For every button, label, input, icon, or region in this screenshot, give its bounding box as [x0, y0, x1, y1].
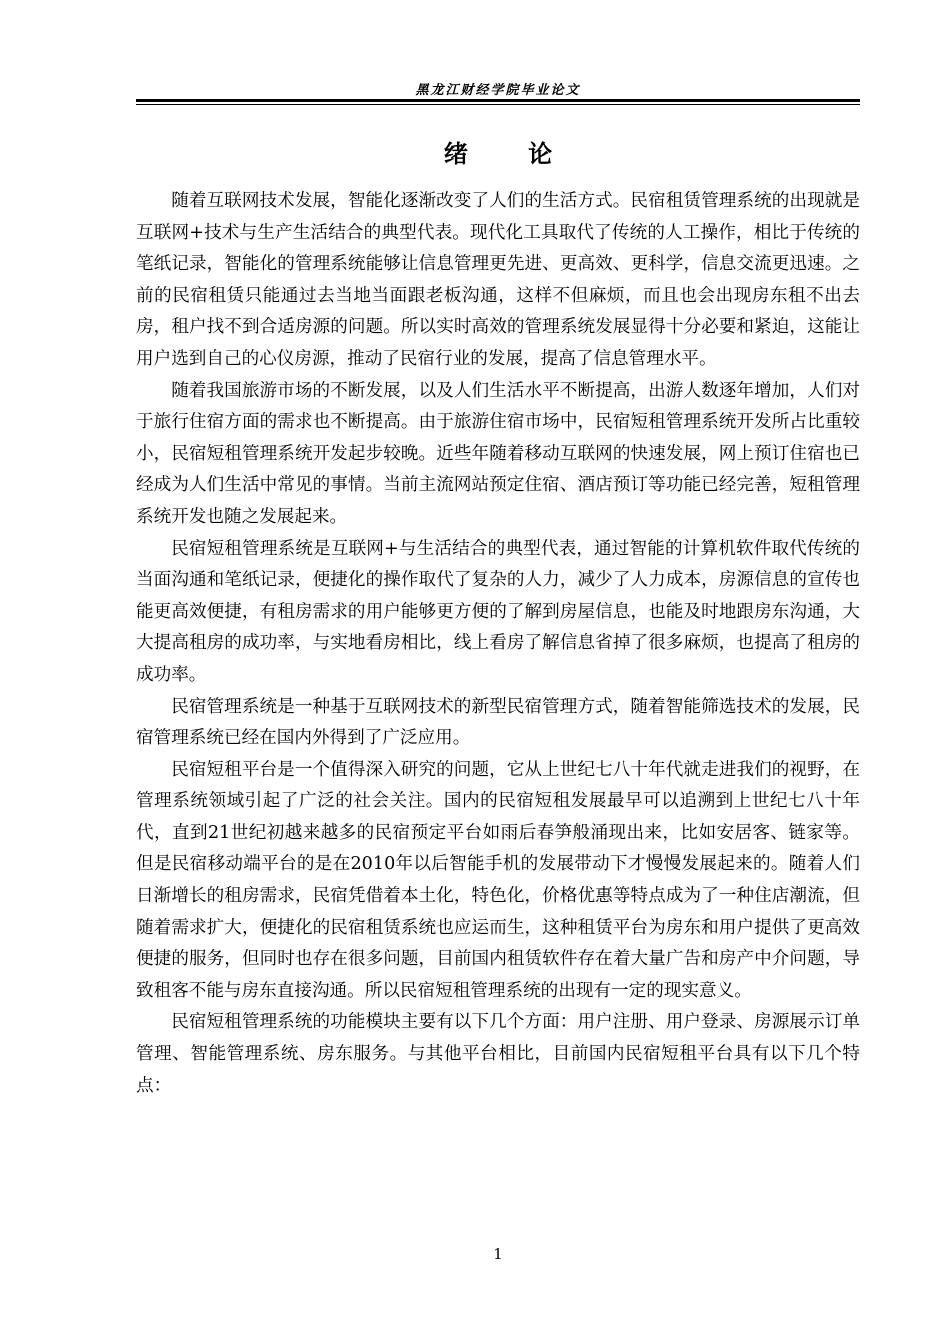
header-rule-thin [136, 104, 860, 105]
running-header-title: 黑龙江财经学院毕业论文 [415, 83, 581, 98]
body-text [136, 186, 860, 1102]
paragraph: 民宿管理系统是一种基于互联网技术的新型民宿管理方式，随着智能筛选技术的发展，民宿管理系统已经在国内外得到了广泛应用。 [136, 696, 860, 749]
paragraph: 随着互联网技术发展，智能化逐渐改变了人们的生活方式。民宿租赁管理系统的出现就是互联网+技术与生产生活结合的典型代表。现代化工具取代了传统的人工操作，相比于传统的笔纸记录，智能化的管理系统能够让信息管理更先进、更高效、更科学，信息交流更迅速。之前的民宿租赁只能通过去当地当面跟老板沟通，这样不但麻烦，而且也会出现房东租不出去房，租户找不到合适房源的问题。所以实时高效的管理系统发展显得十分必要和紧迫，这能让用户选到自己的心仪房源，推动了民宿行业的发展，提高了信息管理水平。 [136, 191, 860, 369]
paragraph: 民宿短租平台是一个值得深入研究的问题，它从上世纪七八十年代就走进我们的视野，在管理系统领域引起了广泛的社会关注。国内的民宿短租发展最早可以追溯到上世纪七八十年代，直到21世纪初越来越多的民宿预定平台如雨后春笋般涌现出来，比如安居客、链家等。但是民宿移动端平台的是在2010年以后智能手机的发展带动下才慢慢发展起来的。随着人们日渐增长的租房需求，民宿凭借着本土化，特色化，价格优惠等特点成为了一种住店潮流，但随着需求扩大，便捷化的民宿租赁系统也应运而生，这种租赁平台为房东和用户提供了更高效便捷的服务，但同时也存在很多问题，目前国内租赁软件存在着大量广告和房产中介问题，导致租客不能与房东直接沟通。所以民宿短租管理系统的出现有一定的现实意义。 [136, 759, 860, 1001]
page-number: 1 [493, 1245, 503, 1263]
paragraph: 随着我国旅游市场的不断发展，以及人们生活水平不断提高，出游人数逐年增加，人们对于旅行住宿方面的需求也不断提高。由于旅游住宿市场中，民宿短租管理系统开发所占比重较小，民宿短租管理系统开发起步较晚。近些年随着移动互联网的快速发展，网上预订住宿也已经成为人们生活中常见的事情。当前主流网站预定住宿、酒店预订等功能已经完善，短租管理系统开发也随之发展起来。 [136, 380, 860, 527]
chapter-title: 绪 论 [443, 139, 579, 168]
paragraph: 民宿短租管理系统的功能模块主要有以下几个方面：用户注册、用户登录、房源展示订单管理、智能管理系统、房东服务。与其他平台相比，目前国内民宿短租平台具有以下几个特点： [136, 1012, 860, 1096]
header-rule-thick [136, 99, 860, 102]
paragraph: 民宿短租管理系统是互联网+与生活结合的典型代表，通过智能的计算机软件取代传统的当面沟通和笔纸记录，便捷化的操作取代了复杂的人力，减少了人力成本，房源信息的宣传也能更高效便捷，有租房需求的用户能够更方便的了解到房屋信息，也能及时地跟房东沟通，大大提高租房的成功率，与实地看房相比，线上看房了解信息省掉了很多麻烦，也提高了租房的成功率。 [136, 538, 860, 685]
